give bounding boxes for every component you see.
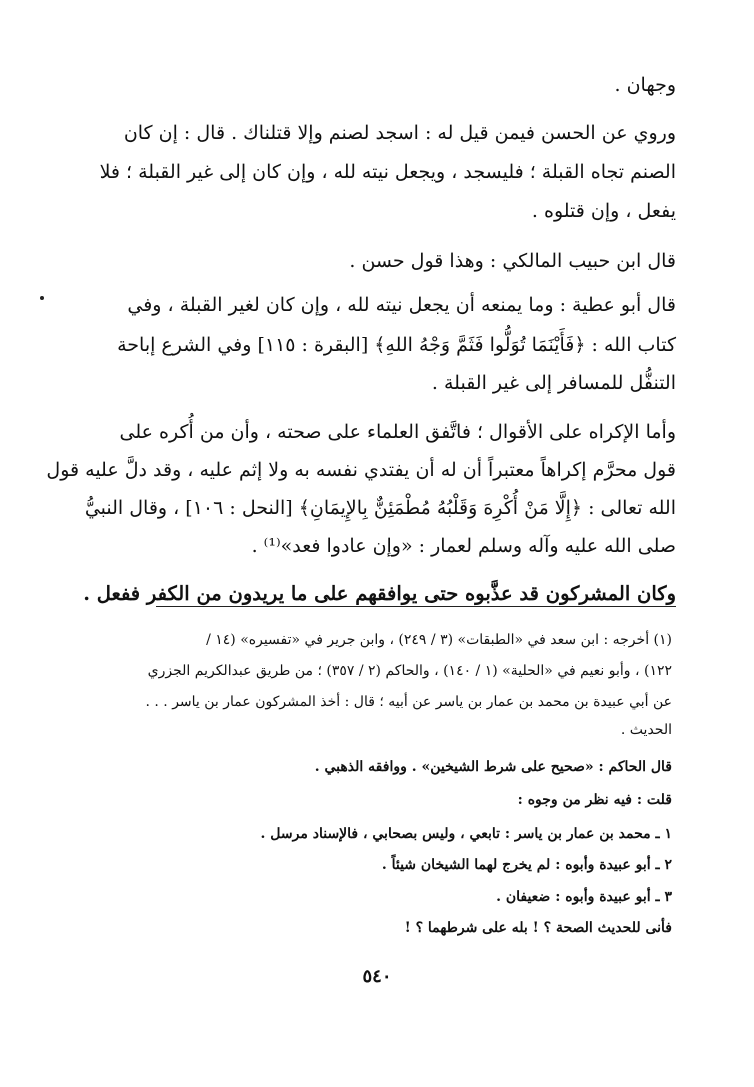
margin-mark xyxy=(40,296,44,300)
text-line: وأما الإكراه على الأقوال ؛ فاتَّفق العلماء على صحته ، وأن من أُكره على xyxy=(119,421,676,443)
footnote-line: عن أبي عبيدة بن محمد بن عمار بن ياسر عن أبيه ؛ قال : أخذ المشركون عمار بن ياسر . . . xyxy=(145,694,672,710)
text-line: قال أبو عطية : وما يمنعه أن يجعل نيته لله ، وإن كان لغير القبلة ، وفي xyxy=(127,294,676,316)
text-line: يفعل ، وإن قتلوه . xyxy=(531,200,676,222)
text-line: التنفُّل للمسافر إلى غير القبلة . xyxy=(431,372,676,394)
text-line: صلى الله عليه وآله وسلم لعمار : «وإن عادوا فعد»⁽¹⁾ . xyxy=(251,535,676,557)
text-line: قال ابن حبيب المالكي : وهذا قول حسن . xyxy=(349,250,676,272)
page-number: ٥٤٠ xyxy=(362,966,392,987)
footnote-line: فأنى للحديث الصحة ؟ ! بله على شرطهما ؟ ! xyxy=(404,920,672,936)
footnote-line: ٣ ـ أبو عبيدة وأبوه : ضعيفان . xyxy=(496,889,672,905)
footnote-line: ١ ـ محمد بن عمار بن ياسر : تابعي ، وليس بصحابي ، فالإسناد مرسل . xyxy=(260,826,672,842)
text-line: قول محرَّم إكراهاً معتبراً أن له أن يفتدي نفسه به ولا إثم عليه ، وقد دلَّ عليه قول xyxy=(46,459,676,481)
text-line: وروي عن الحسن فيمن قيل له : اسجد لصنم وإلا قتلناك . قال : إن كان xyxy=(123,122,676,144)
footnote-line: الحديث . xyxy=(620,722,672,738)
footnote-separator xyxy=(156,606,676,607)
footnote-line: قلت : فيه نظر من وجوه : xyxy=(517,792,672,808)
text-line: وكان المشركون قد عذَّبوه حتى يوافقهم على ما يريدون من الكفر ففعل . xyxy=(83,582,676,605)
text-line: وجهان . xyxy=(614,74,676,96)
footnote-line: (١) أخرجه : ابن سعد في «الطبقات» (٣ / ٢٤٩) ، وابن جرير في «تفسيره» (١٤ / xyxy=(206,632,672,648)
footnote-line: ٢ ـ أبو عبيدة وأبوه : لم يخرج لهما الشيخان شيئاً . xyxy=(381,857,672,873)
footnote-line: ١٢٢) ، وأبو نعيم في «الحلية» (١ / ١٤٠) ، والحاكم (٢ / ٣٥٧) ؛ من طريق عبدالكريم الجزري xyxy=(147,663,672,679)
text-line: الله تعالى : ﴿إِلَّا مَنْ أُكْرِهَ وَقَلْبُهُ مُطْمَئِنٌّ بِالإِيمَانِ﴾ [النحل : ١٠٦] ، وقال النبيُّ xyxy=(84,497,676,519)
footnote-line: قال الحاكم : «صحيح على شرط الشيخين» . ووافقه الذهبي . xyxy=(314,759,672,775)
text-line: كتاب الله : ﴿فَأَيْنَمَا تُوَلُّوا فَثَمَّ وَجْهُ اللهِ﴾ [البقرة : ١١٥] وفي الشرع إباحة xyxy=(117,334,676,356)
text-line: الصنم تجاه القبلة ؛ فليسجد ، ويجعل نيته لله ، وإن كان إلى غير القبلة ؛ فلا xyxy=(99,161,676,183)
